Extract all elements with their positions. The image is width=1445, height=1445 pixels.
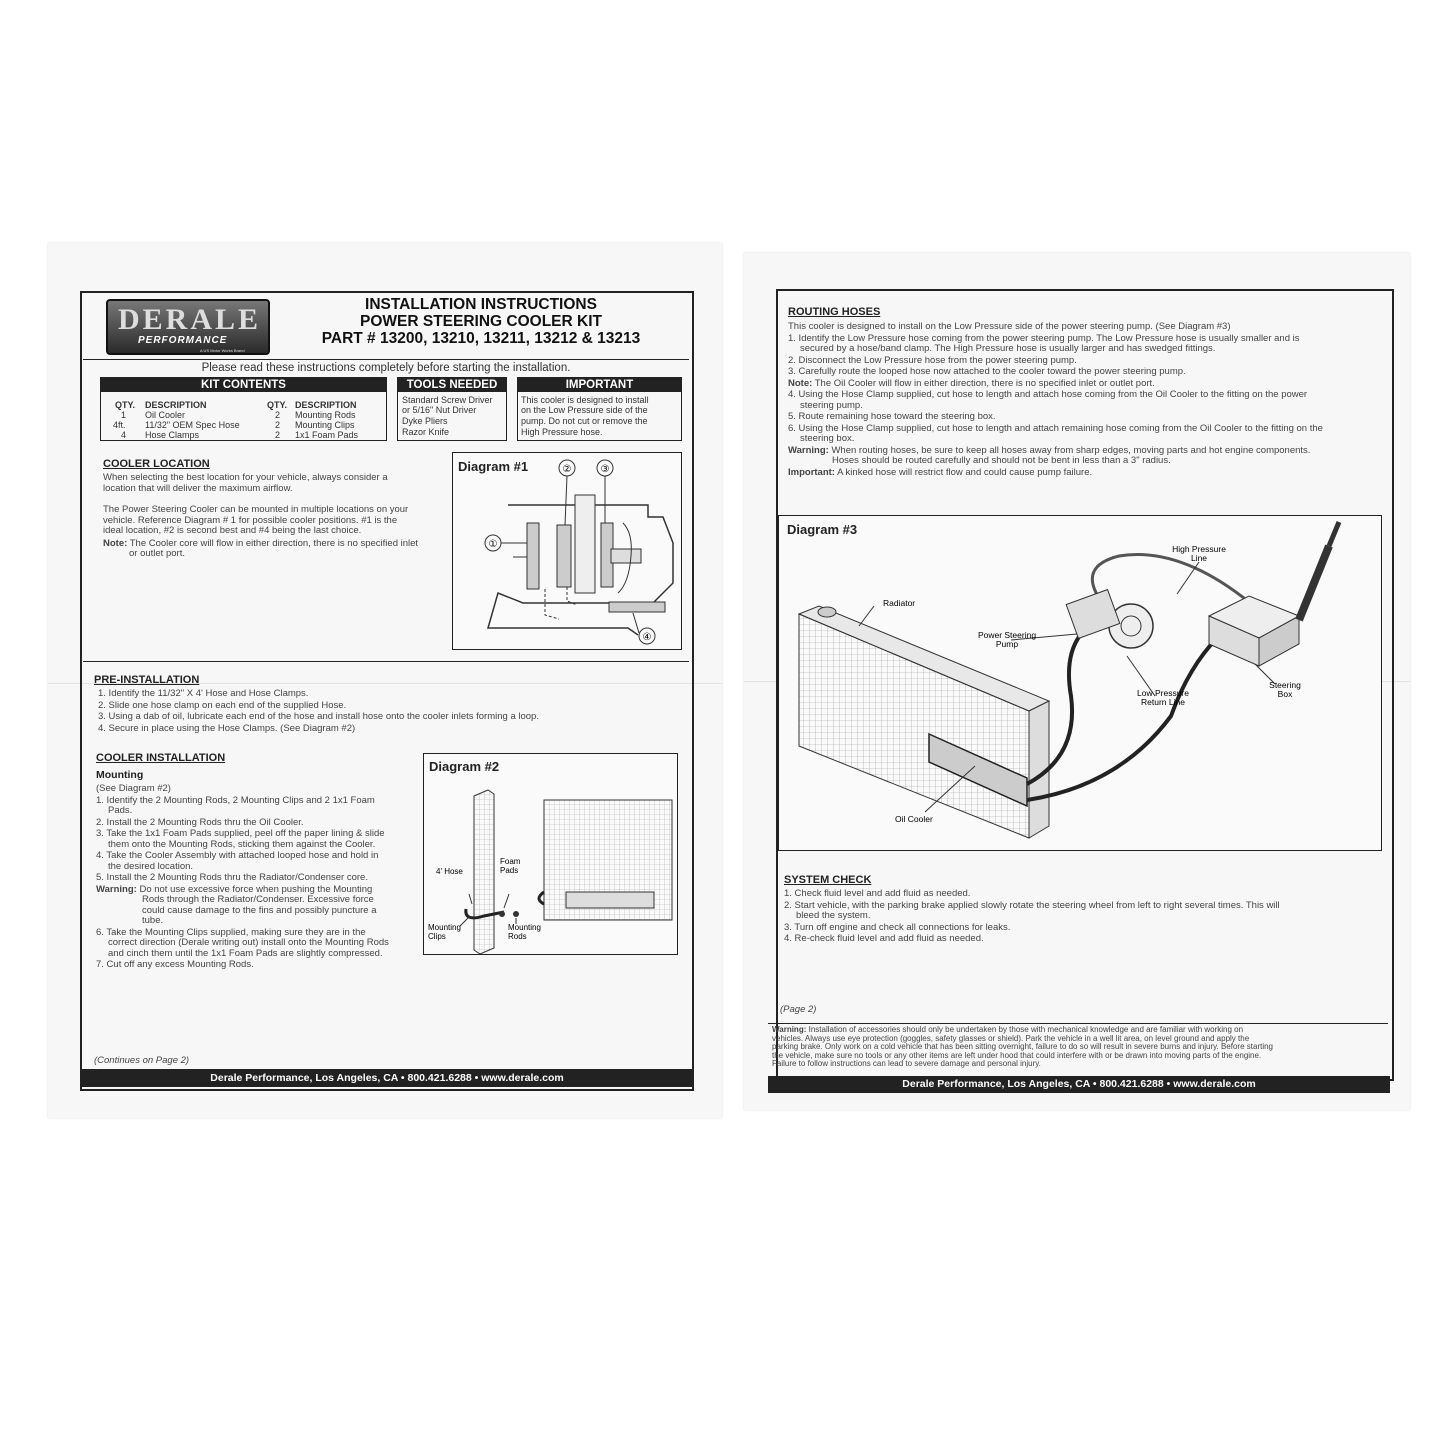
- warning-line: Rods through the Radiator/Condenser. Excessive force: [142, 894, 374, 905]
- warning-line: vehicles. Always use eye protection (goggles, safety glasses or shield). Park the vehicle in a well lit area, on level ground and apply the: [772, 1033, 1250, 1043]
- continues-note: (Continues on Page 2): [94, 1055, 190, 1066]
- instruction-page-1: [48, 243, 722, 1118]
- section-divider: [83, 661, 689, 662]
- kit-qty: 2: [275, 420, 281, 430]
- step-line: 2. Disconnect the Low Pressure hose from the power steering pump.: [788, 354, 1077, 366]
- description-header: DESCRIPTION: [295, 400, 357, 410]
- routing-step: [788, 424, 1384, 445]
- system-check-steps: [784, 889, 1380, 946]
- warning-line: Failure to follow instructions can lead to severe damage and personal injury.: [772, 1059, 1041, 1069]
- step-line: them onto the Mounting Rods, sticking them against the Cooler.: [108, 838, 376, 850]
- title-line: INSTALLATION INSTRUCTIONS: [365, 296, 597, 313]
- warning-label: Warning:: [96, 883, 137, 895]
- step-line: steering pump.: [800, 399, 863, 411]
- text-line: The Power Steering Cooler can be mounted in multiple locations on your: [103, 504, 409, 515]
- install-step: [96, 851, 406, 872]
- label-power-steering-pump: Power Steering Pump: [977, 630, 1037, 649]
- important-line: High Pressure hose.: [521, 427, 603, 437]
- warning-line: Installation of accessories should only be undertaken by those with mechanical knowledge and are familiar with working on: [808, 1025, 1244, 1034]
- pre-install-step: 1. Identify the 11/32" X 4' Hose and Hose Clamps.: [98, 688, 309, 699]
- routing-hoses-heading: ROUTING HOSES: [788, 306, 881, 318]
- page2-footer: Derale Performance, Los Angeles, CA • 800.421.6288 • www.derale.com: [768, 1076, 1390, 1093]
- routing-step: [788, 367, 1384, 378]
- tool-item: Standard Screw Driver: [402, 395, 493, 405]
- routing-step: [788, 356, 1384, 367]
- pre-installation-heading: PRE-INSTALLATION: [94, 674, 200, 686]
- step-line: 6. Take the Mounting Clips supplied, making sure they are in the: [96, 926, 366, 938]
- warning-divider: [768, 1023, 1388, 1024]
- step-line: Pads.: [108, 805, 133, 816]
- diagram-3-drawing: [779, 516, 1381, 850]
- important-line: This cooler is designed to install: [521, 395, 649, 405]
- step-line: secured by a hose/band clamp. The High Pressure hose is usually larger and has swedged fittings.: [800, 343, 1216, 354]
- routing-important: [788, 468, 1384, 479]
- diagram-1-title: Diagram #1: [458, 459, 529, 474]
- routing-step: [788, 334, 1384, 355]
- warning-line: Do not use excessive force when pushing the Mounting: [139, 883, 373, 895]
- text-line: ideal location, #2 is second best and #4 being the last choice.: [103, 525, 362, 536]
- warning-block: [96, 885, 406, 927]
- important-label: Important:: [788, 466, 835, 478]
- step-line: 3. Take the 1x1 Foam Pads supplied, peel off the paper lining & slide: [96, 828, 385, 839]
- note-label: Note:: [788, 377, 813, 389]
- text-line: When selecting the best location for your vehicle, always consider a: [103, 472, 388, 483]
- step-line: steering box.: [800, 433, 855, 444]
- install-step: [96, 928, 406, 960]
- radiator: [575, 495, 595, 593]
- page-title: [286, 296, 676, 347]
- important-box: [517, 377, 682, 441]
- tool-item: Dyke Pliers: [402, 416, 448, 426]
- core-side-view: [474, 790, 494, 954]
- warning-line: the vehicle, make sure no tools or any other items are left under hood that could interfere with or be drawn into moving parts of the engine.: [772, 1050, 1262, 1060]
- page-number: (Page 2): [780, 1004, 817, 1015]
- routing-step: [788, 390, 1384, 411]
- step-line: 6. Using the Hose Clamp supplied, cut hose to length and attach remaining hose coming from the Oil Cooler to the fitting on the: [788, 422, 1323, 434]
- kit-item: 1x1 Foam Pads: [295, 430, 359, 440]
- pre-install-step: 3. Using a dab of oil, lubricate each end of the hose and install hose onto the cooler inlets forming a loop.: [98, 711, 539, 722]
- diagram-2-title: Diagram #2: [429, 759, 500, 774]
- check-step: [784, 901, 1380, 922]
- step-line: 4. Take the Cooler Assembly with attached looped hose and hold in: [96, 850, 379, 861]
- tool-item: Razor Knife: [402, 427, 450, 437]
- kit-qty: 4ft.: [113, 420, 126, 430]
- marker-3: ③: [600, 464, 610, 475]
- note-text: The Oil Cooler will flow in either direction, there is no specified inlet or outlet port.: [814, 377, 1155, 389]
- text-line: location that will deliver the maximum airflow.: [103, 482, 293, 494]
- logo-subtitle: PERFORMANCE: [138, 335, 228, 346]
- warning-line: When routing hoses, be sure to keep all hoses away from sharp edges, moving parts and hot engine components.: [831, 444, 1311, 456]
- pre-install-step: 4. Secure in place using the Hose Clamps. (See Diagram #2): [98, 722, 356, 734]
- marker-4: ④: [642, 632, 652, 643]
- install-step: [96, 818, 406, 829]
- kit-qty: 1: [121, 410, 127, 420]
- check-step: [784, 934, 1380, 945]
- pre-install-step: 2. Slide one hose clamp on each end of the supplied Hose.: [98, 699, 347, 711]
- instruction-page-2: [744, 253, 1410, 1110]
- step-line: 2. Install the 2 Mounting Rods thru the Oil Cooler.: [96, 816, 304, 828]
- routing-hoses-text: [788, 322, 1384, 479]
- routing-note: [788, 379, 1384, 390]
- note-text: or outlet port.: [129, 548, 185, 559]
- check-step: [784, 889, 1380, 900]
- step-line: the desired location.: [108, 860, 194, 872]
- install-step: [96, 873, 406, 884]
- hose-to-steering-box: [1027, 636, 1219, 800]
- important-line: pump. Do not cut or remove the: [521, 416, 648, 426]
- diagram-1-drawing: [453, 453, 681, 649]
- title-line: POWER STEERING COOLER KIT: [360, 313, 602, 330]
- warning-line: Hoses should be routed carefully and should not be bent in less than a 3" radius.: [832, 455, 1171, 466]
- routing-step: [788, 412, 1384, 423]
- kit-contents-heading: KIT CONTENTS: [101, 378, 386, 392]
- page1-footer: Derale Performance, Los Angeles, CA • 800.421.6288 • www.derale.com: [80, 1069, 694, 1087]
- header-divider: [83, 359, 689, 360]
- step-line: 4. Re-check fluid level and add fluid as needed.: [784, 933, 984, 944]
- text-line: vehicle. Reference Diagram # 1 for possible cooler positions. #1 is the: [103, 514, 398, 526]
- step-line: 1. Check fluid level and add fluid as needed.: [784, 888, 971, 899]
- label-radiator: Radiator: [883, 598, 916, 608]
- label-high-pressure-line: High Pressure Line: [1172, 544, 1226, 563]
- qty-header: QTY.: [115, 400, 136, 410]
- note-label: Note:: [103, 537, 128, 549]
- install-step: [96, 796, 406, 817]
- diagram-2-drawing: [424, 754, 677, 954]
- system-check-heading: SYSTEM CHECK: [784, 874, 872, 886]
- check-step: [784, 923, 1380, 934]
- cooler-position-1: [527, 523, 539, 589]
- warning-line: could cause damage to the fins and possibly puncture a: [142, 904, 377, 916]
- step-line: correct direction (Derale writing out) install onto the Mounting Rods: [108, 937, 389, 948]
- tools-needed-box: [397, 377, 507, 441]
- routing-warning: [788, 446, 1384, 467]
- step-line: 7. Cut off any excess Mounting Rods.: [96, 959, 254, 970]
- logo-tagline: A US Motor Works Brand: [200, 348, 245, 353]
- label-mounting-clips: Mounting Clips: [428, 923, 461, 941]
- kit-qty: 4: [121, 430, 127, 440]
- step-line: 2. Start vehicle, with the parking brake applied slowly rotate the steering wheel from left to right several times. This will: [784, 899, 1280, 911]
- logo-word: DERALE: [118, 303, 262, 336]
- cooler-position-4: [609, 602, 665, 612]
- see-diagram-note: (See Diagram #2): [96, 783, 171, 794]
- read-notice: Please read these instructions completely before starting the installation.: [201, 362, 571, 374]
- high-pressure-line: [1092, 554, 1249, 602]
- tools-heading: TOOLS NEEDED: [398, 378, 506, 392]
- diagram-1: [452, 452, 682, 650]
- kit-item: Mounting Rods: [295, 410, 356, 420]
- step-line: 3. Turn off engine and check all connections for leaks.: [784, 921, 1011, 933]
- diagram-3-title: Diagram #3: [787, 522, 858, 537]
- diagram-3: [778, 515, 1382, 851]
- step-line: 5. Install the 2 Mounting Rods thru the Radiator/Condenser core.: [96, 872, 368, 883]
- tool-item: or 5/16" Nut Driver: [402, 405, 477, 415]
- kit-item: Hose Clamps: [145, 430, 200, 440]
- warning-label: Warning:: [788, 444, 829, 456]
- marker-2: ②: [562, 464, 572, 475]
- title-line: PART # 13200, 13210, 13211, 13212 & 13213: [321, 330, 641, 347]
- step-line: 5. Route remaining hose toward the steering box.: [788, 411, 996, 422]
- important-heading: IMPORTANT: [518, 378, 681, 392]
- cooler-location-heading: COOLER LOCATION: [103, 458, 210, 470]
- diagram-2: [423, 753, 678, 955]
- kit-item: 11/32" OEM Spec Hose: [145, 420, 240, 430]
- label-hose: 4' Hose: [436, 867, 463, 876]
- label-low-pressure-return-line: Low Pressure Return Line: [1137, 688, 1189, 707]
- kit-item: Mounting Clips: [295, 420, 355, 430]
- derale-logo: [106, 299, 270, 355]
- cooler-installation-steps: [96, 784, 406, 972]
- oil-cooler: [566, 892, 654, 908]
- bottom-warning: [772, 1026, 1384, 1069]
- label-foam-pads: Foam Pads: [500, 857, 521, 875]
- step-line: 4. Using the Hose Clamp supplied, cut hose to length and attach hose coming from the Oil Cooler to the fitting on the power: [788, 389, 1308, 400]
- kit-qty: 2: [275, 430, 281, 440]
- kit-qty: 2: [275, 410, 281, 420]
- description-header: DESCRIPTION: [145, 400, 207, 410]
- mounting-subheading: Mounting: [96, 769, 144, 781]
- cooler-installation-heading: COOLER INSTALLATION: [96, 752, 226, 764]
- kit-contents-box: [100, 377, 387, 441]
- cooler-position-2: [557, 525, 571, 587]
- routing-intro: This cooler is designed to install on the Low Pressure side of the power steering pump. (See Diagram #3): [788, 321, 1231, 332]
- important-line: on the Low Pressure side of the: [521, 405, 648, 415]
- step-line: bleed the system.: [796, 910, 871, 921]
- step-line: 3. Carefully route the looped hose now attached to the cooler toward the power steering pump.: [788, 366, 1186, 377]
- step-line: 1. Identify the Low Pressure hose coming from the power steering pump. The Low Pressure hose is usually smaller and is: [788, 332, 1300, 344]
- important-text: A kinked hose will restrict flow and could cause pump failure.: [837, 466, 1093, 478]
- kit-item: Oil Cooler: [145, 410, 186, 420]
- install-step: [96, 960, 406, 971]
- qty-header: QTY.: [267, 400, 288, 410]
- warning-label: Warning:: [772, 1025, 807, 1034]
- step-line: 1. Identify the 2 Mounting Rods, 2 Mounting Clips and 2 1x1 Foam: [96, 794, 375, 806]
- label-mounting-rods: Mounting Rods: [508, 923, 541, 941]
- warning-line: tube.: [142, 915, 164, 926]
- label-oil-cooler: Oil Cooler: [895, 814, 933, 824]
- note-text: The Cooler core will flow in either direction, there is no specified inlet: [129, 537, 419, 549]
- step-line: and cinch them until the 1x1 Foam Pads are slightly compressed.: [108, 947, 383, 959]
- label-steering-box: Steering Box: [1269, 680, 1301, 699]
- warning-line: parking brake. Only work on a cold vehicle that has been sitting overnight, failure to do so will result in severe burns and injury. Before starting: [772, 1042, 1274, 1052]
- install-step: [96, 829, 406, 850]
- cooler-location-text: [103, 473, 448, 560]
- pre-installation-steps: [98, 689, 678, 735]
- marker-1: ①: [488, 539, 498, 550]
